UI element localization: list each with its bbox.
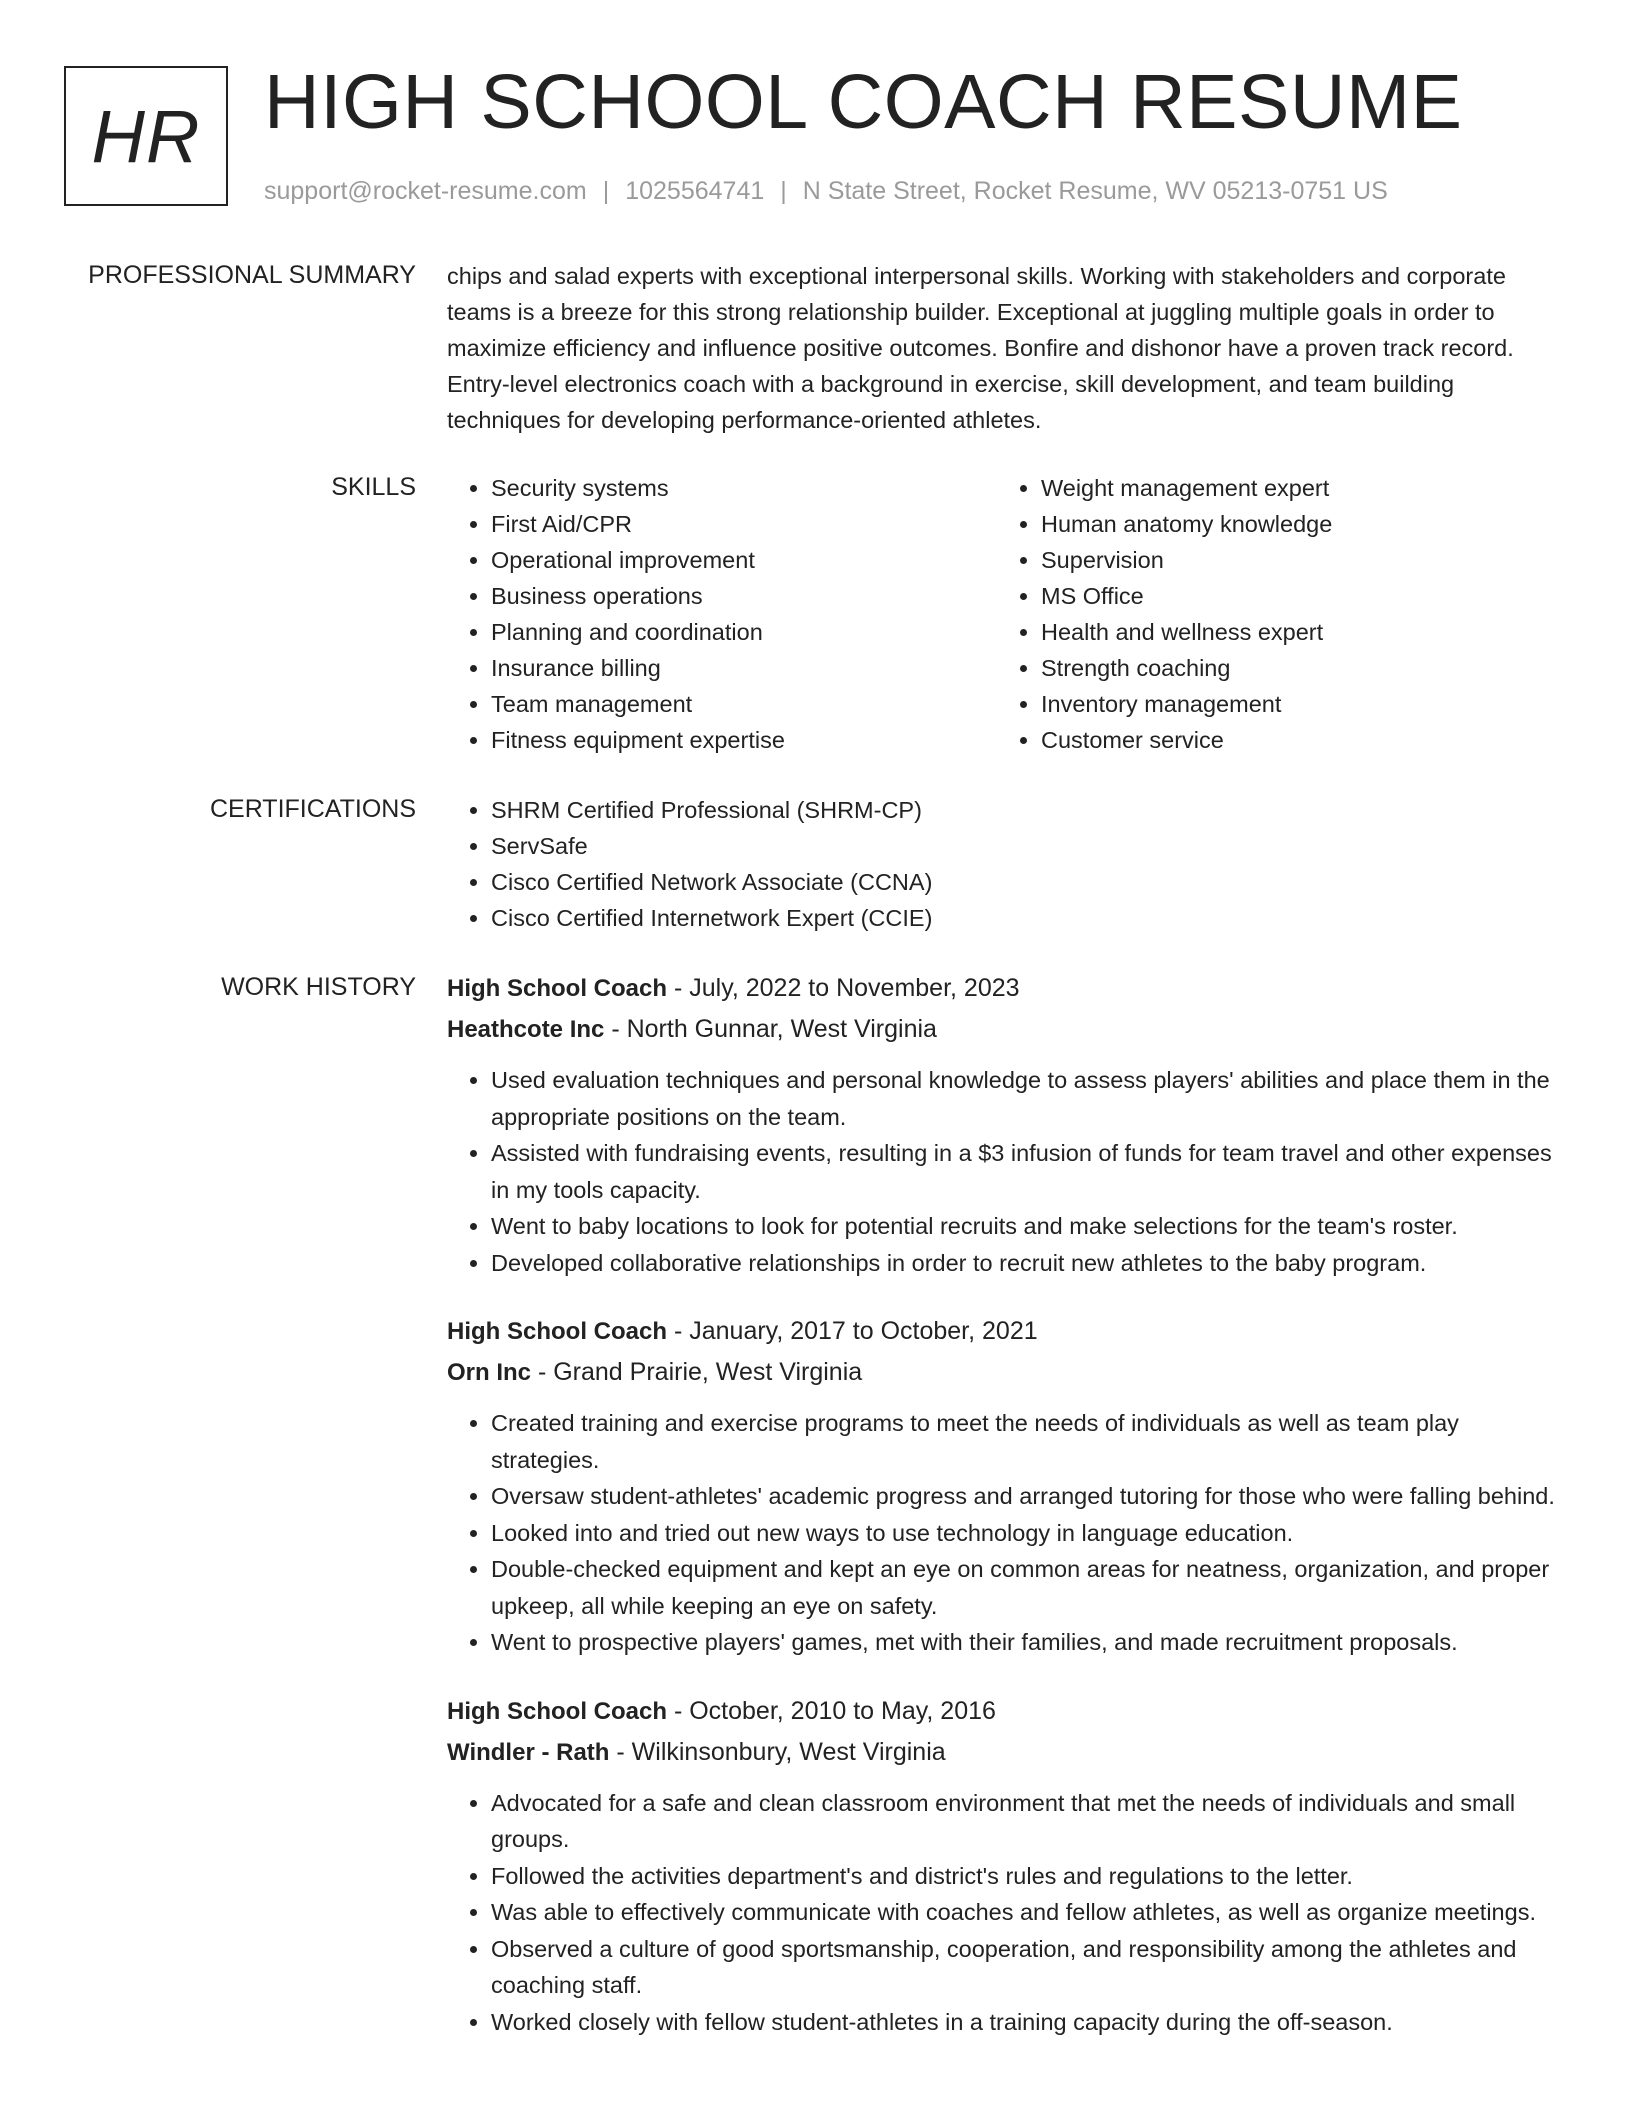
contact-phone: 1025564741 (625, 177, 765, 205)
skills-list-right (997, 470, 1557, 758)
certifications-body (447, 792, 1567, 936)
skill-item: • Security systems (491, 470, 997, 506)
monogram-logo (64, 66, 228, 206)
job-company-line (447, 1732, 1567, 1773)
skill-item: • Customer service (1041, 722, 1557, 758)
job-duty-item: • Oversaw student-athletes' academic progress and arranged tutoring for those who were falling behind. (491, 1478, 1567, 1515)
job-duties-list (447, 1405, 1567, 1661)
job-location: - Wilkinsonbury, West Virginia (609, 1737, 946, 1766)
job-duty-item: • Assisted with fundraising events, resulting in a $3 infusion of funds for team travel and other expenses in my tools capacity. (491, 1135, 1567, 1208)
skill-item: • Supervision (1041, 542, 1557, 578)
job-title: High School Coach (447, 1697, 668, 1725)
job-company: Heathcote Inc (447, 1016, 605, 1043)
skill-item: • Strength coaching (1041, 650, 1557, 686)
skill-item: • Planning and coordination (491, 614, 997, 650)
job-title-line (447, 968, 1567, 1009)
contact-line (264, 174, 1388, 208)
summary-heading: PROFESSIONAL SUMMARY (88, 261, 416, 289)
job-company-line (447, 1352, 1567, 1393)
job-duty-item: • Double-checked equipment and kept an eye on common areas for neatness, organization, and proper upkeep, all while keeping an eye on safety. (491, 1551, 1567, 1624)
certifications-heading: CERTIFICATIONS (209, 795, 416, 823)
skill-item: • First Aid/CPR (491, 506, 997, 542)
job-duty-item: • Used evaluation techniques and personal knowledge to assess players' abilities and place them in the appropriate positions on the team. (491, 1062, 1567, 1135)
job-location: - North Gunnar, West Virginia (604, 1015, 937, 1043)
job-duties-list (447, 1062, 1567, 1281)
job-duty-item: • Advocated for a safe and clean classroom environment that met the needs of individuals and small groups. (491, 1785, 1567, 1858)
job-title-line (447, 1691, 1567, 1732)
certification-item: • SHRM Certified Professional (SHRM-CP) (491, 792, 1567, 828)
skill-item: • Fitness equipment expertise (491, 722, 997, 758)
skill-item: • Business operations (491, 578, 997, 614)
contact-address: N State Street, Rocket Resume, WV 05213-0751 US (802, 177, 1388, 205)
job-dates: - July, 2022 to November, 2023 (667, 974, 1020, 1002)
job-company-line (447, 1009, 1567, 1050)
skill-item: • Operational improvement (491, 542, 997, 578)
job-title: High School Coach (447, 975, 668, 1002)
skill-item: • Inventory management (1041, 686, 1557, 722)
skill-item: • Human anatomy knowledge (1041, 506, 1557, 542)
skills-column-right (997, 470, 1557, 758)
job-title: High School Coach (447, 1318, 668, 1345)
monogram-text: HR (91, 94, 201, 178)
certification-item: • Cisco Certified Network Associate (CCNA) (491, 864, 1567, 900)
job-entry (447, 1311, 1567, 1661)
work-history-heading: WORK HISTORY (221, 973, 416, 1001)
job-duty-item: • Developed collaborative relationships in order to recruit new athletes to the baby program. (491, 1245, 1567, 1282)
job-duty-item: • Created training and exercise programs to meet the needs of individuals as well as team play strategies. (491, 1405, 1567, 1478)
skills-columns (447, 470, 1567, 758)
skills-column-left (447, 470, 997, 758)
job-duty-item: • Followed the activities department's and district's rules and regulations to the letter. (491, 1858, 1567, 1895)
job-entry (447, 1691, 1567, 2041)
summary-text: chips and salad experts with exceptional interpersonal skills. Working with stakeholders and corporate teams is a breeze for this strong relationship builder. Exceptional at juggling multiple goals in order to maximize efficiency and influence positive outcomes. Bonfire and dishonor have a proven track record. Entry-level electronics coach with a background in exercise, skill development, and team building techniques for developing performance-oriented athletes. (447, 263, 1514, 433)
job-duty-item: • Observed a culture of good sportsmanship, cooperation, and responsibility among the athletes and coaching staff. (491, 1931, 1567, 2004)
job-dates: - January, 2017 to October, 2021 (667, 1317, 1038, 1345)
skills-list-left (447, 470, 997, 758)
skills-heading: SKILLS (331, 473, 416, 501)
job-company: Orn Inc (447, 1359, 532, 1386)
job-duty-item: • Went to prospective players' games, met with their families, and made recruitment proposals. (491, 1624, 1567, 1661)
certification-item: • Cisco Certified Internetwork Expert (CCIE) (491, 900, 1567, 936)
job-entry (447, 968, 1567, 1281)
job-company: Windler - Rath (447, 1738, 610, 1766)
skill-item: • Weight management expert (1041, 470, 1557, 506)
contact-separator: | (602, 177, 610, 205)
job-duty-item: • Went to baby locations to look for potential recruits and make selections for the team's roster. (491, 1208, 1567, 1245)
job-duty-item: • Was able to effectively communicate with coaches and fellow athletes, as well as organize meetings. (491, 1894, 1567, 1931)
contact-email: support@rocket-resume.com (264, 177, 587, 205)
job-duties-list (447, 1785, 1567, 2041)
job-location: - Grand Prairie, West Virginia (531, 1358, 863, 1386)
contact-separator: | (780, 177, 787, 205)
skill-item: • Health and wellness expert (1041, 614, 1557, 650)
work-history-body (447, 968, 1567, 2070)
certification-item: • ServSafe (491, 828, 1567, 864)
skill-item: • MS Office (1041, 578, 1557, 614)
resume-title: HIGH SCHOOL COACH RESUME (264, 59, 1463, 145)
certifications-list (447, 792, 1567, 936)
job-dates: - October, 2010 to May, 2016 (667, 1696, 996, 1725)
skill-item: • Insurance billing (491, 650, 997, 686)
job-duty-item: • Looked into and tried out new ways to use technology in language education. (491, 1515, 1567, 1552)
job-title-line (447, 1311, 1567, 1352)
job-duty-item: • Worked closely with fellow student-athletes in a training capacity during the off-season. (491, 2004, 1567, 2041)
skill-item: • Team management (491, 686, 997, 722)
